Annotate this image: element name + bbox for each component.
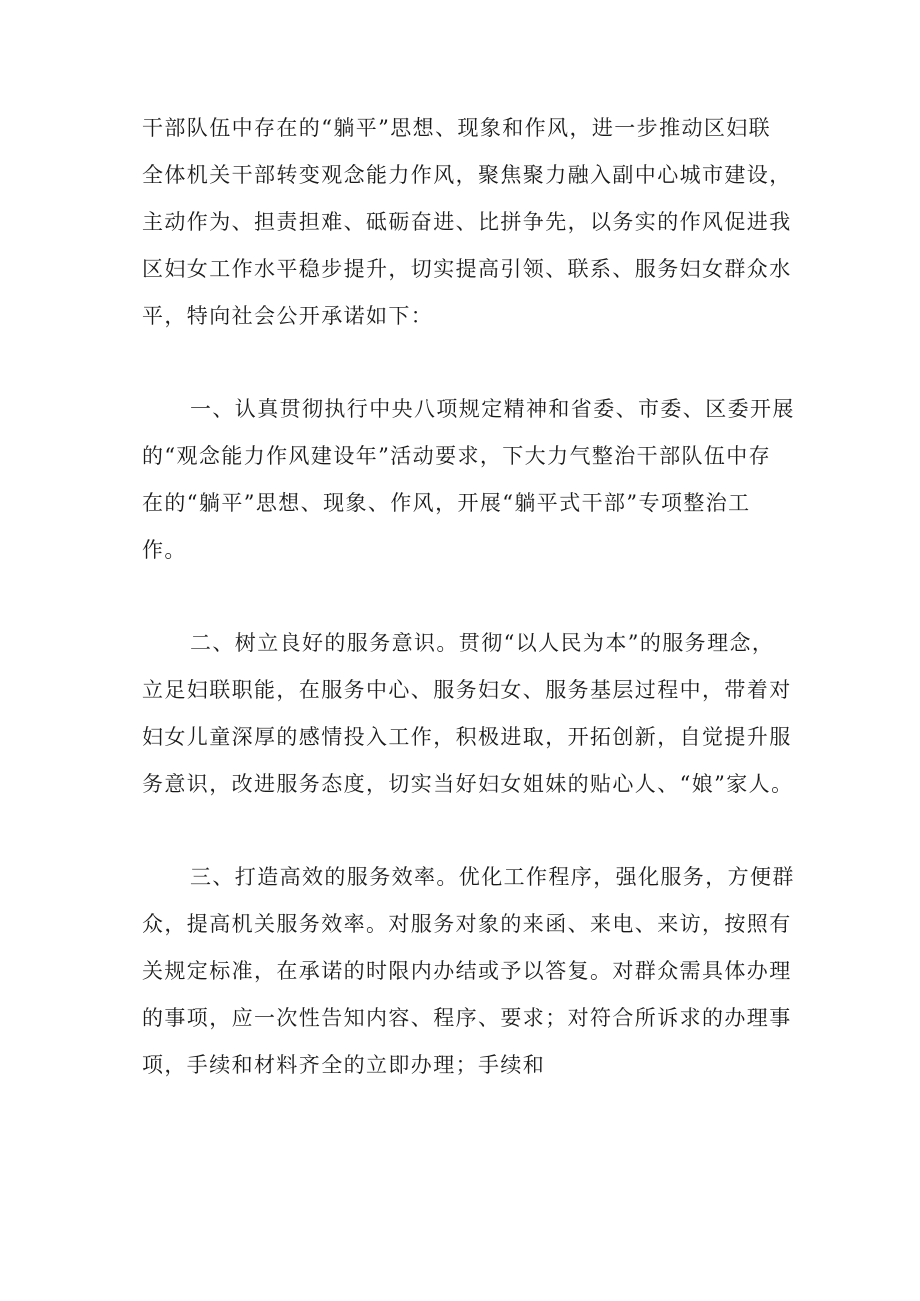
text-line: 一、认真贯彻执行中央八项规定精神和省委、市委、区委开展 [190, 397, 795, 421]
paragraph-item-1 [142, 386, 802, 574]
paragraph-spacer [142, 340, 802, 386]
text-line: 的“观念能力作风建设年”活动要求，下大力气整治干部队伍中存 [142, 444, 772, 468]
text-line: 三、打造高效的服务效率。优化工作程序，强化服务，方便群 [190, 865, 795, 889]
text-line: 在的“躺平”思想、现象、作风，开展“躺平式干部”专项整治工 [142, 491, 751, 515]
text-line: 干部队伍中存在的“躺平”思想、现象和作风，进一步推动区妇联 [142, 116, 772, 140]
text-line: 妇女儿童深厚的感情投入工作，积极进取，开拓创新，自觉提升服 [142, 725, 792, 749]
text-line: 主动作为、担责担难、砥砺奋进、比拼争先，以务实的作风促进我 [142, 210, 792, 234]
text-line: 全体机关干部转变观念能力作风，聚焦聚力融入副中心城市建设， [142, 163, 792, 187]
text-line: 区妇女工作水平稳步提升，切实提高引领、联系、服务妇女群众水 [142, 257, 792, 281]
text-line: 的事项，应一次性告知内容、程序、要求；对符合所诉求的办理事 [142, 1006, 792, 1030]
paragraph-item-3 [142, 854, 802, 1089]
text-line: 项，手续和材料齐全的立即办理；手续和 [142, 1053, 546, 1077]
paragraph-item-2 [142, 620, 802, 808]
text-line: 二、树立良好的服务意识。贯彻“以人民为本”的服务理念， [190, 631, 775, 655]
text-line: 关规定标准，在承诺的时限内办结或予以答复。对群众需具体办理 [142, 959, 792, 983]
paragraph-spacer [142, 808, 802, 854]
text-line: 作。 [142, 538, 187, 562]
text-line: 众，提高机关服务效率。对服务对象的来函、来电、来访，按照有 [142, 912, 792, 936]
paragraph-spacer [142, 574, 802, 620]
text-line: 平，特向社会公开承诺如下： [142, 304, 434, 328]
paragraph-intro-continuation [142, 105, 802, 340]
text-line: 务意识，改进服务态度，切实当好妇女姐妹的贴心人、“娘”家人。 [142, 772, 794, 796]
document-body [142, 105, 802, 1089]
text-line: 立足妇联职能，在服务中心、服务妇女、服务基层过程中，带着对 [142, 678, 792, 702]
